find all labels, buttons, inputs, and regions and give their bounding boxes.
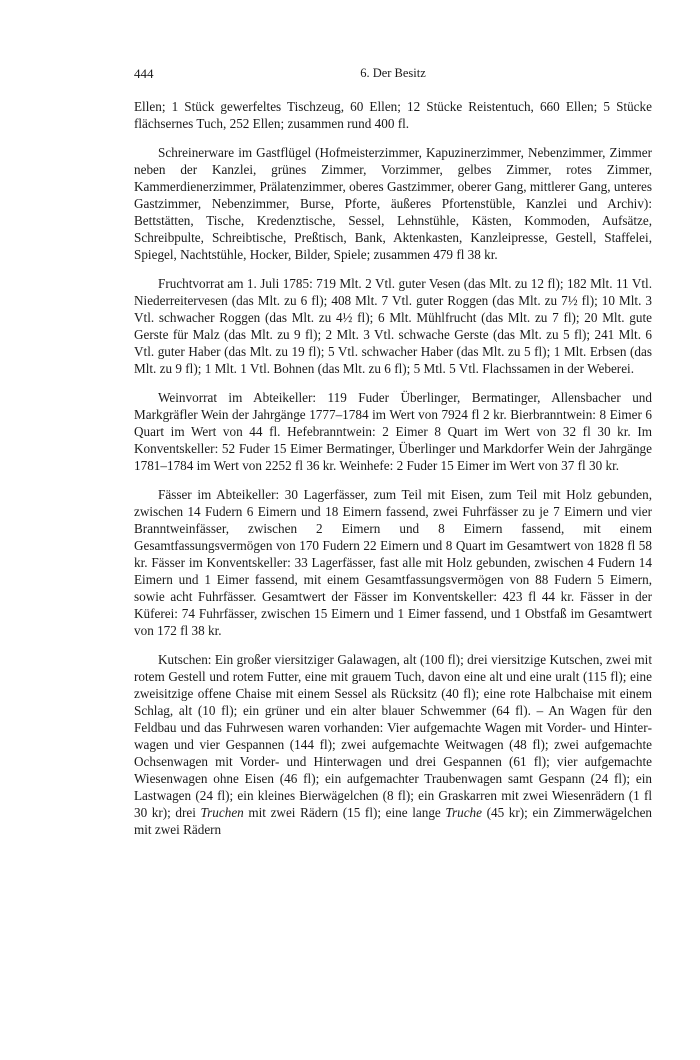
italic-truche: Truche [445,805,483,820]
paragraph-fruchtvorrat: Fruchtvorrat am 1. Juli 1785: 719 Mlt. 2 Vtl. guter Vesen (das Mlt. zu 12 fl); 182 Mlt. 11 Vtl. Niederreitervesen (das Mlt. zu 6 fl); 408 Mlt. 7 Vtl. guter Roggen (das Mlt. zu 7½ fl); 10 Mlt. 3 Vtl. schwacher Roggen (das Mlt. zu 4½ fl); 6 Mlt. Mühlfrucht (das Mlt. zu 7 fl); 20 Mlt. gute Gerste für Malz (das Mlt. zu 9 fl); 2 Mlt. 3 Vtl. schwache Gerste (das Mlt. zu 5 fl); 241 Mlt. 6 Vtl. guter Haber (das Mlt. zu 19 fl); 5 Vtl. schwacher Haber (das Mlt. zu 5 fl); 1 Mlt. Erbsen (das Mlt. zu 9 fl); 1 Mlt. 1 Vtl. Bohnen (das Mlt. zu 6 fl); 5 Mtl. 5 Vtl. Flachssamen in der Weberei. [134,276,652,376]
kutschen-text-middle: mit zwei Rädern (15 fl); eine lange [243,805,446,820]
page-number: 444 [134,66,154,81]
running-title: 6. Der Besitz [360,66,426,80]
page-header [134,66,652,84]
paragraph-weinvorrat: Weinvorrat im Abteikeller: 119 Fuder Überlinger, Bermatinger, Allensbacher und Markgräfler Wein der Jahrgänge 1777–1784 im Wert von 7924 fl 2 kr. Bierbranntwein: 8 Eimer 6 Quart im Wert von 44 fl. Hefebranntwein: 2 Eimer 8 Quart im Wert von 32 fl 30 kr. Im Konventskeller: 52 Fuder 15 Eimer Bermatinger, Überlinger und Markdorfer Wein der Jahrgänge 1781–1784 im Wert von 2252 fl 36 kr. Weinhefe: 2 Fuder 15 Eimer im Wert von 37 fl 30 kr. [134,390,652,473]
paragraph-continuation: Ellen; 1 Stück gewerfeltes Tischzeug, 60 Ellen; 12 Stücke Reistentuch, 660 Ellen; 5 Stücke flächsernes Tuch, 252 Ellen; zusammen rund 400 fl. [134,99,652,131]
body-text [134,98,652,838]
paragraph-faesser: Fässer im Abteikeller: 30 Lagerfässer, zum Teil mit Eisen, zum Teil mit Holz gebunden, zwischen 14 Fudern 6 Eimern und 18 Eimern fassend, zwei Fuhrfässer zu je 7 Eimern und vier Branntweinfässer, zwischen 2 Eimern und 8 Eimern fassend, mit einem Gesamtfassungsvermögen von 170 Fudern 22 Eimern und 8 Quart im Gesamtwert von 1828 fl 58 kr. Fässer im Konventskeller: 33 Lagerfässer, fast alle mit Holz gebunden, zwischen 4 Fudern 14 Eimern und 1 Eimer fassend, mit einem Gesamtfassungsvermögen von 88 Fudern 5 Eimern, sowie acht Fuhrfässer. Gesamtwert der Fässer im Konventskeller: 423 fl 44 kr. Fässer in der Küferei: 74 Fuhrfässer, zwischen 15 Eimern und 1 Eimer fassend, und 1 Obstfaß im Gesamtwert von 172 fl 38 kr. [134,487,652,638]
italic-truchen: Truchen [200,805,244,820]
kutschen-text-before: Kutschen: Ein großer viersitziger Galawagen, alt (100 fl); drei viersitzige Kutschen, zwei mit rotem Gestell und rotem Futter, eine mit grauem Tuch, davon eine alt und eine uralt (115 fl); eine zweisitzige offene Chaise mit einem Sessel als Rücksitz (40 fl); eine rote Halbchaise mit einem Schlag, alt (10 fl); ein grüner und ein alter blauer Schwemmer (64 fl). – An Wagen für den Feldbau und das Fuhrwesen waren vorhanden: Vier aufgemachte Wagen mit Vorder- und Hinterwagen und vier Gespannen (144 fl); zwei aufgemachte Weitwagen (48 fl); zwei aufgemachte Ochsenwagen mit Vorder- und Hinterwagen und drei Gespannen (61 fl); vier aufgemachte Wiesenwagen ohne Eisen (46 fl); ein aufgemachter Traubenwagen samt Gespann (24 fl); ein Lastwagen (24 fl); ein kleines Bierwägelchen (8 fl); ein Graskarren mit zwei Wiesenrädern (1 fl 30 kr); drei [134,652,652,820]
paragraph-kutschen [134,651,652,838]
paragraph-schreinerware: Schreinerware im Gastflügel (Hofmeisterzimmer, Kapuzinerzimmer, Nebenzimmer, Zimmer neben der Kanzlei, grünes Zimmer, Vorzimmer, gelbes Zimmer, rotes Zimmer, Kammerdienerzimmer, Prälatenzimmer, oberes Gastzimmer, oberer Gang, mittlerer Gang, unteres Gastzimmer, Nebenzimmer, Burse, Pforte, äußeres Pfortenstüble, Kanzlei und Archiv): Bettstätten, Tische, Kredenztische, Sessel, Lehnstühle, Kästen, Kommoden, Aufsätze, Schreibpulte, Schreibtische, Preßtisch, Bank, Aktenkasten, Kanzleipresse, Gestell, Staffelei, Spiegel, Nachtstühle, Hocker, Bilder, Spiele; zusammen 479 fl 38 kr. [134,145,652,262]
kutschen-text-after: (45 kr); ein Zimmerwägelchen mit zwei Rädern [134,805,653,837]
